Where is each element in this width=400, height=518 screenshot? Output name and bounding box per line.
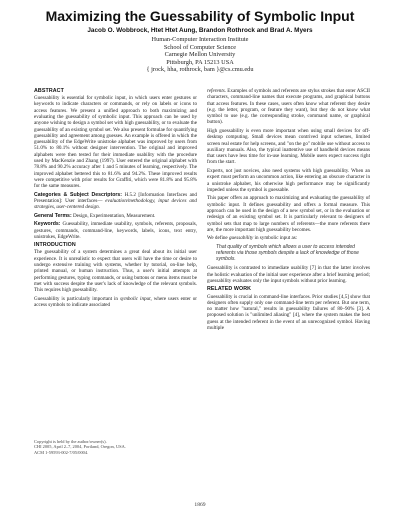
guessability-emphasis: guessability — [228, 235, 254, 242]
categories-italic: evaluation/methodology, input devices and strategies, user-centered design. — [34, 198, 197, 211]
general-terms-text: Design, Experimentation, Measurement. — [72, 212, 156, 219]
abstract-text: Guessability is essential for symbolic input, in which users enter gestures or keywords to indicate characters or commands, or rely on labels or icons to access features. We present a unified approach to both maximizing and evaluating the guessability of symbolic input. This approach can be used by anyone wishing to design a symbol set with high guessability, or to evaluate the guessability of an existing symbol set. We also present formulae for quantifying guessability and agreement among guesses. An example is offered in which the guessability of the EdgeWrite unistroke alphabet was improved by users from 51.0% to 80.1% without designer intervention. The original and improved alphabets were then tested for their immediate usability with the procedure used by MacKenzie and Zhang (1997). User entered the original alphabet with 78.8% and 90.2% accuracy after 1 and 5 minutes of learning, respectively. The improved alphabet bettered this to 81.6% and 94.2%. These improved results were competitive with prior results for Graffiti, which were 81.8% and 95.8% for the same measures. — [34, 95, 197, 190]
general-terms-paragraph — [34, 213, 197, 219]
definition-intro — [207, 235, 370, 241]
intro-p2-emphasis: symbolic input, — [119, 295, 152, 302]
intro-p2-end: where users enter or access symbols to indicate associated — [34, 295, 197, 309]
categories-text: H.5.2 [Information Interfaces and Presentation]: User interfaces— — [34, 191, 197, 205]
definition-intro-end: in symbolic input as: — [253, 235, 298, 242]
acm-line: ACM 1-59593-002-7/05/0004. — [34, 449, 89, 455]
keywords-paragraph — [34, 221, 197, 240]
definition-quote: That quality of symbols which allows a user to access intended referents via those symbols despite a lack of knowledge of those symbols. — [216, 243, 359, 263]
related-work-heading: RELATED WORK — [207, 286, 252, 293]
affiliation-email: { jrock, hha, rothrock, bam }@cs.cmu.edu — [146, 66, 254, 74]
definition-intro-start: We define — [207, 235, 229, 242]
paper-title: Maximizing the Guessability of Symbolic Input — [45, 8, 355, 24]
introduction-paragraph-2 — [34, 296, 197, 309]
affiliation-line: Pittsburgh, PA 15213 USA — [166, 58, 234, 66]
affiliation-block — [0, 36, 400, 74]
affiliation-line: Carnegie Mellon University — [164, 51, 236, 59]
right-column — [207, 88, 370, 334]
keywords-label: Keywords: — [34, 221, 61, 228]
right-paragraph-4: This paper offers an approach to maximizing and evaluating the guessability of symbolic input. It defines guessability and offers a formal measure. This approach can be used in the design of a new symbol set, or in the evaluation or redesign of an existing symbol set. It is particularly relevant to designers of symbol sets that map to large numbers of referents—the more referents there are, the more important high guessability becomes. — [207, 195, 370, 233]
affiliation-line: School of Computer Science — [163, 43, 237, 51]
related-work-paragraph: Guessability is crucial in command-line interfaces. Prior studies [4,5] show that designers often supply only one command-line term per referent. But one term, no matter how "natural," results in guessability failures of 80–90% [3]. A proposed solution is "unlimited aliasing" [4], where the system makes the best guess at the intended referent in the event of an unrecognized symbol. Having multiple — [207, 293, 370, 332]
author-list: Jacob O. Wobbrock, Htet Htet Aung, Brandon Rothrock and Brad A. Myers — [87, 27, 313, 34]
right-paragraph-6: Guessability is contrasted to immediate usability [7] in that the latter involves the holistic evaluation of the initial user experience after a brief learning period; guessability evaluates only the input symbols without prior learning. — [207, 265, 370, 284]
page-number: 1869 — [194, 502, 206, 508]
introduction-heading: INTRODUCTION — [34, 242, 76, 249]
copyright-notice — [34, 439, 134, 455]
introduction-paragraph-1: The guessability of a system determines a great deal about its initial user experience. It is unrealistic to expect that users will have the time or desire to undergo extensive training with systems, whether by tutorial, on-line help, printed manual, or human instruction. Thus, a user's initial attempts at performing gestures, typing commands, or using buttons or menu items must be met with success despite the user's lack of knowledge of the relevant symbols. This requires high guessability. — [34, 249, 197, 294]
keywords-text: Guessability, immediate usability, symbols, referents, proposals, gestures, commands, command-line, keywords, labels, icons, text entry, unistrokes, EdgeWrite. — [34, 221, 198, 240]
right-paragraph-1 — [207, 88, 370, 126]
right-paragraph-2: High guessability is even more important when using small devices for off-desktop computing. Small devices mean contrived input schemes, limited screen real estate for help screens, and "on the go" mobile use without access to auxiliary manuals. Also, the typical inattentive use of handheld devices means that users have less time for in-use learning. Mobile users expect success right from the start. — [207, 127, 370, 166]
categories-paragraph — [34, 192, 197, 211]
abstract-heading: ABSTRACT — [34, 88, 64, 94]
affiliation-line: Human-Computer Interaction Institute — [151, 36, 249, 43]
intro-p2-start: Guessability is particularly important in — [34, 295, 120, 302]
copyright-line: Copyright is held by the author/owner(s). — [34, 439, 107, 444]
general-terms-label: General Terms: — [34, 212, 72, 219]
categories-label: Categories & Subject Descriptors: — [34, 191, 122, 198]
referents-emphasis: referents. — [207, 88, 227, 94]
right-p1-text: Examples of symbols and referents are stylus strokes that enter ASCII characters, command-line names that execute programs, and graphical buttons that access features. In these cases, users often know what referent they desire (e.g. the letter, program, or feature they want), but they do not know what symbol to use (e.g. the corresponding stroke, command name, or graphical button). — [207, 88, 370, 126]
conference-line: CHI 2005, April 2–7, 2004, Portland, Oregon, USA. — [34, 444, 126, 450]
right-paragraph-3: Experts, not just novices, also need systems with high guessability. When an expert must perform an uncommon action, like entering an obscure character in a unistroke alphabet, his otherwise high performance may be significantly impeded unless the symbol is guessable. — [207, 167, 370, 193]
left-column — [34, 88, 197, 311]
